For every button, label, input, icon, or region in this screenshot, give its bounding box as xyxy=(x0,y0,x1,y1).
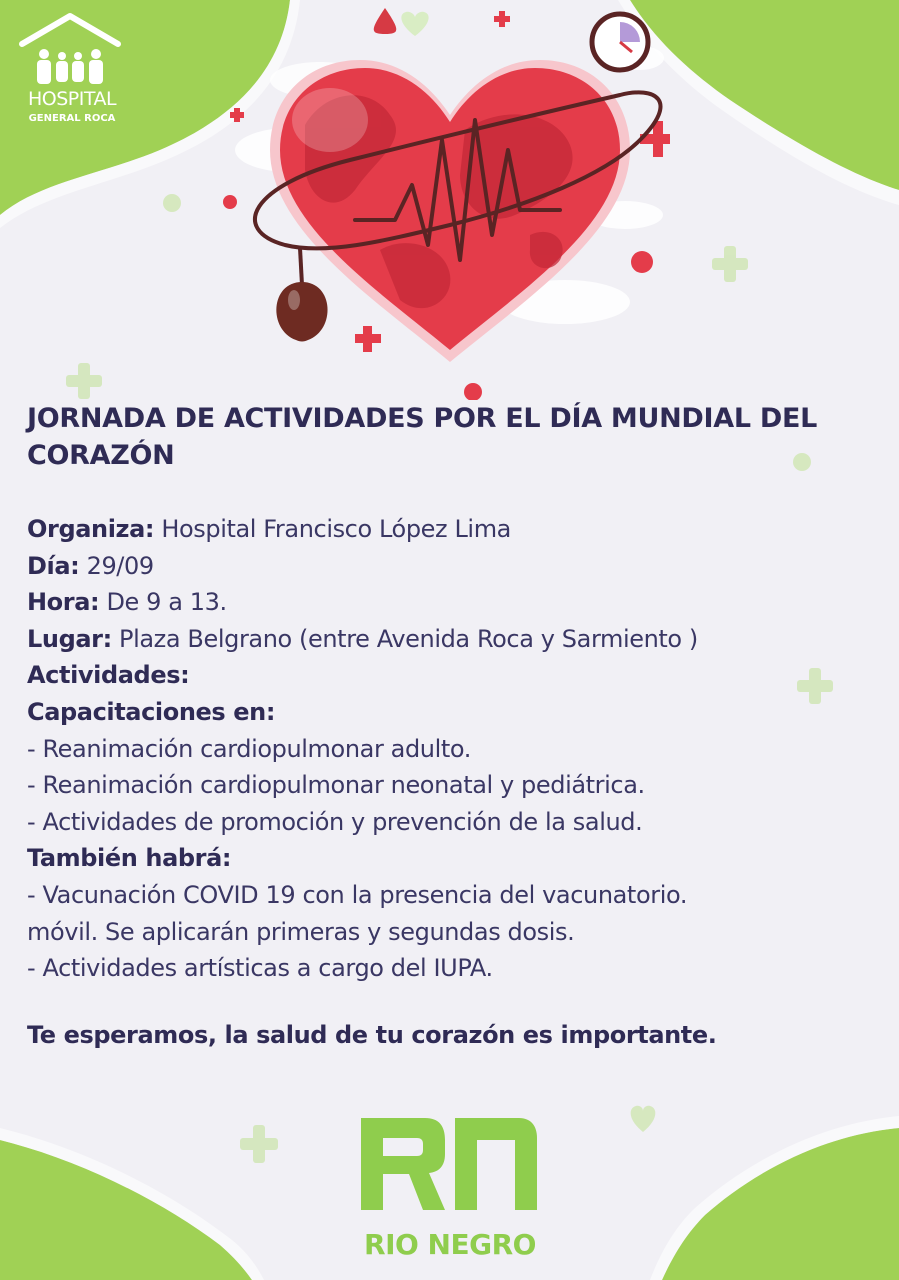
detail-value: Plaza Belgrano (entre Avenida Roca y Sarmiento ) xyxy=(111,624,698,653)
detail-value: - Reanimación cardiopulmonar neonatal y pediátrica. xyxy=(27,771,645,800)
heart-stethoscope-icon xyxy=(210,0,670,400)
event-title: JORNADA DE ACTIVIDADES POR EL DÍA MUNDIAL DEL CORAZÓN xyxy=(27,403,818,471)
detail-value: - Reanimación cardiopulmonar adulto. xyxy=(27,734,471,763)
event-details xyxy=(27,511,877,987)
hospital-name: HOSPITAL xyxy=(27,88,117,110)
closing-message: Te esperamos, la salud de tu corazón es importante. xyxy=(27,1021,717,1049)
detail-line xyxy=(27,548,877,585)
detail-label: Organiza: xyxy=(27,515,155,543)
detail-line xyxy=(27,877,877,914)
detail-line xyxy=(27,584,877,621)
hospital-family-icon xyxy=(14,10,126,90)
detail-line xyxy=(27,914,877,951)
detail-line xyxy=(27,840,877,877)
detail-line xyxy=(27,694,877,731)
hospital-subtitle: GENERAL ROCA xyxy=(28,113,116,124)
detail-label: Hora: xyxy=(27,588,100,617)
detail-value: Hospital Francisco López Lima xyxy=(154,515,511,543)
detail-value: 29/09 xyxy=(79,551,154,580)
detail-line xyxy=(27,731,877,768)
detail-line xyxy=(27,511,877,548)
detail-line xyxy=(27,804,877,841)
detail-label: Capacitaciones en: xyxy=(27,697,276,726)
detail-label: Día: xyxy=(27,551,80,580)
detail-value: - Actividades de promoción y prevención de la salud. xyxy=(27,807,643,836)
rio-negro-logo-icon xyxy=(355,1110,545,1220)
detail-value: - Vacunación COVID 19 con la presencia del vacunatorio. xyxy=(27,880,688,909)
rio-negro-logo xyxy=(355,1110,545,1270)
hospital-logo xyxy=(14,10,126,130)
detail-line xyxy=(27,950,877,987)
detail-label: Lugar: xyxy=(27,624,112,653)
detail-value: De 9 a 13. xyxy=(99,588,227,617)
detail-label: Actividades: xyxy=(27,661,190,690)
detail-line xyxy=(27,621,877,658)
detail-label: También habrá: xyxy=(27,844,232,873)
detail-line xyxy=(27,657,877,694)
detail-value: móvil. Se aplicarán primeras y segundas dosis. xyxy=(27,917,575,946)
rio-negro-caption: RIO NEGRO xyxy=(364,1228,536,1261)
detail-value: - Actividades artísticas a cargo del IUPA. xyxy=(27,954,493,983)
detail-line xyxy=(27,767,877,804)
